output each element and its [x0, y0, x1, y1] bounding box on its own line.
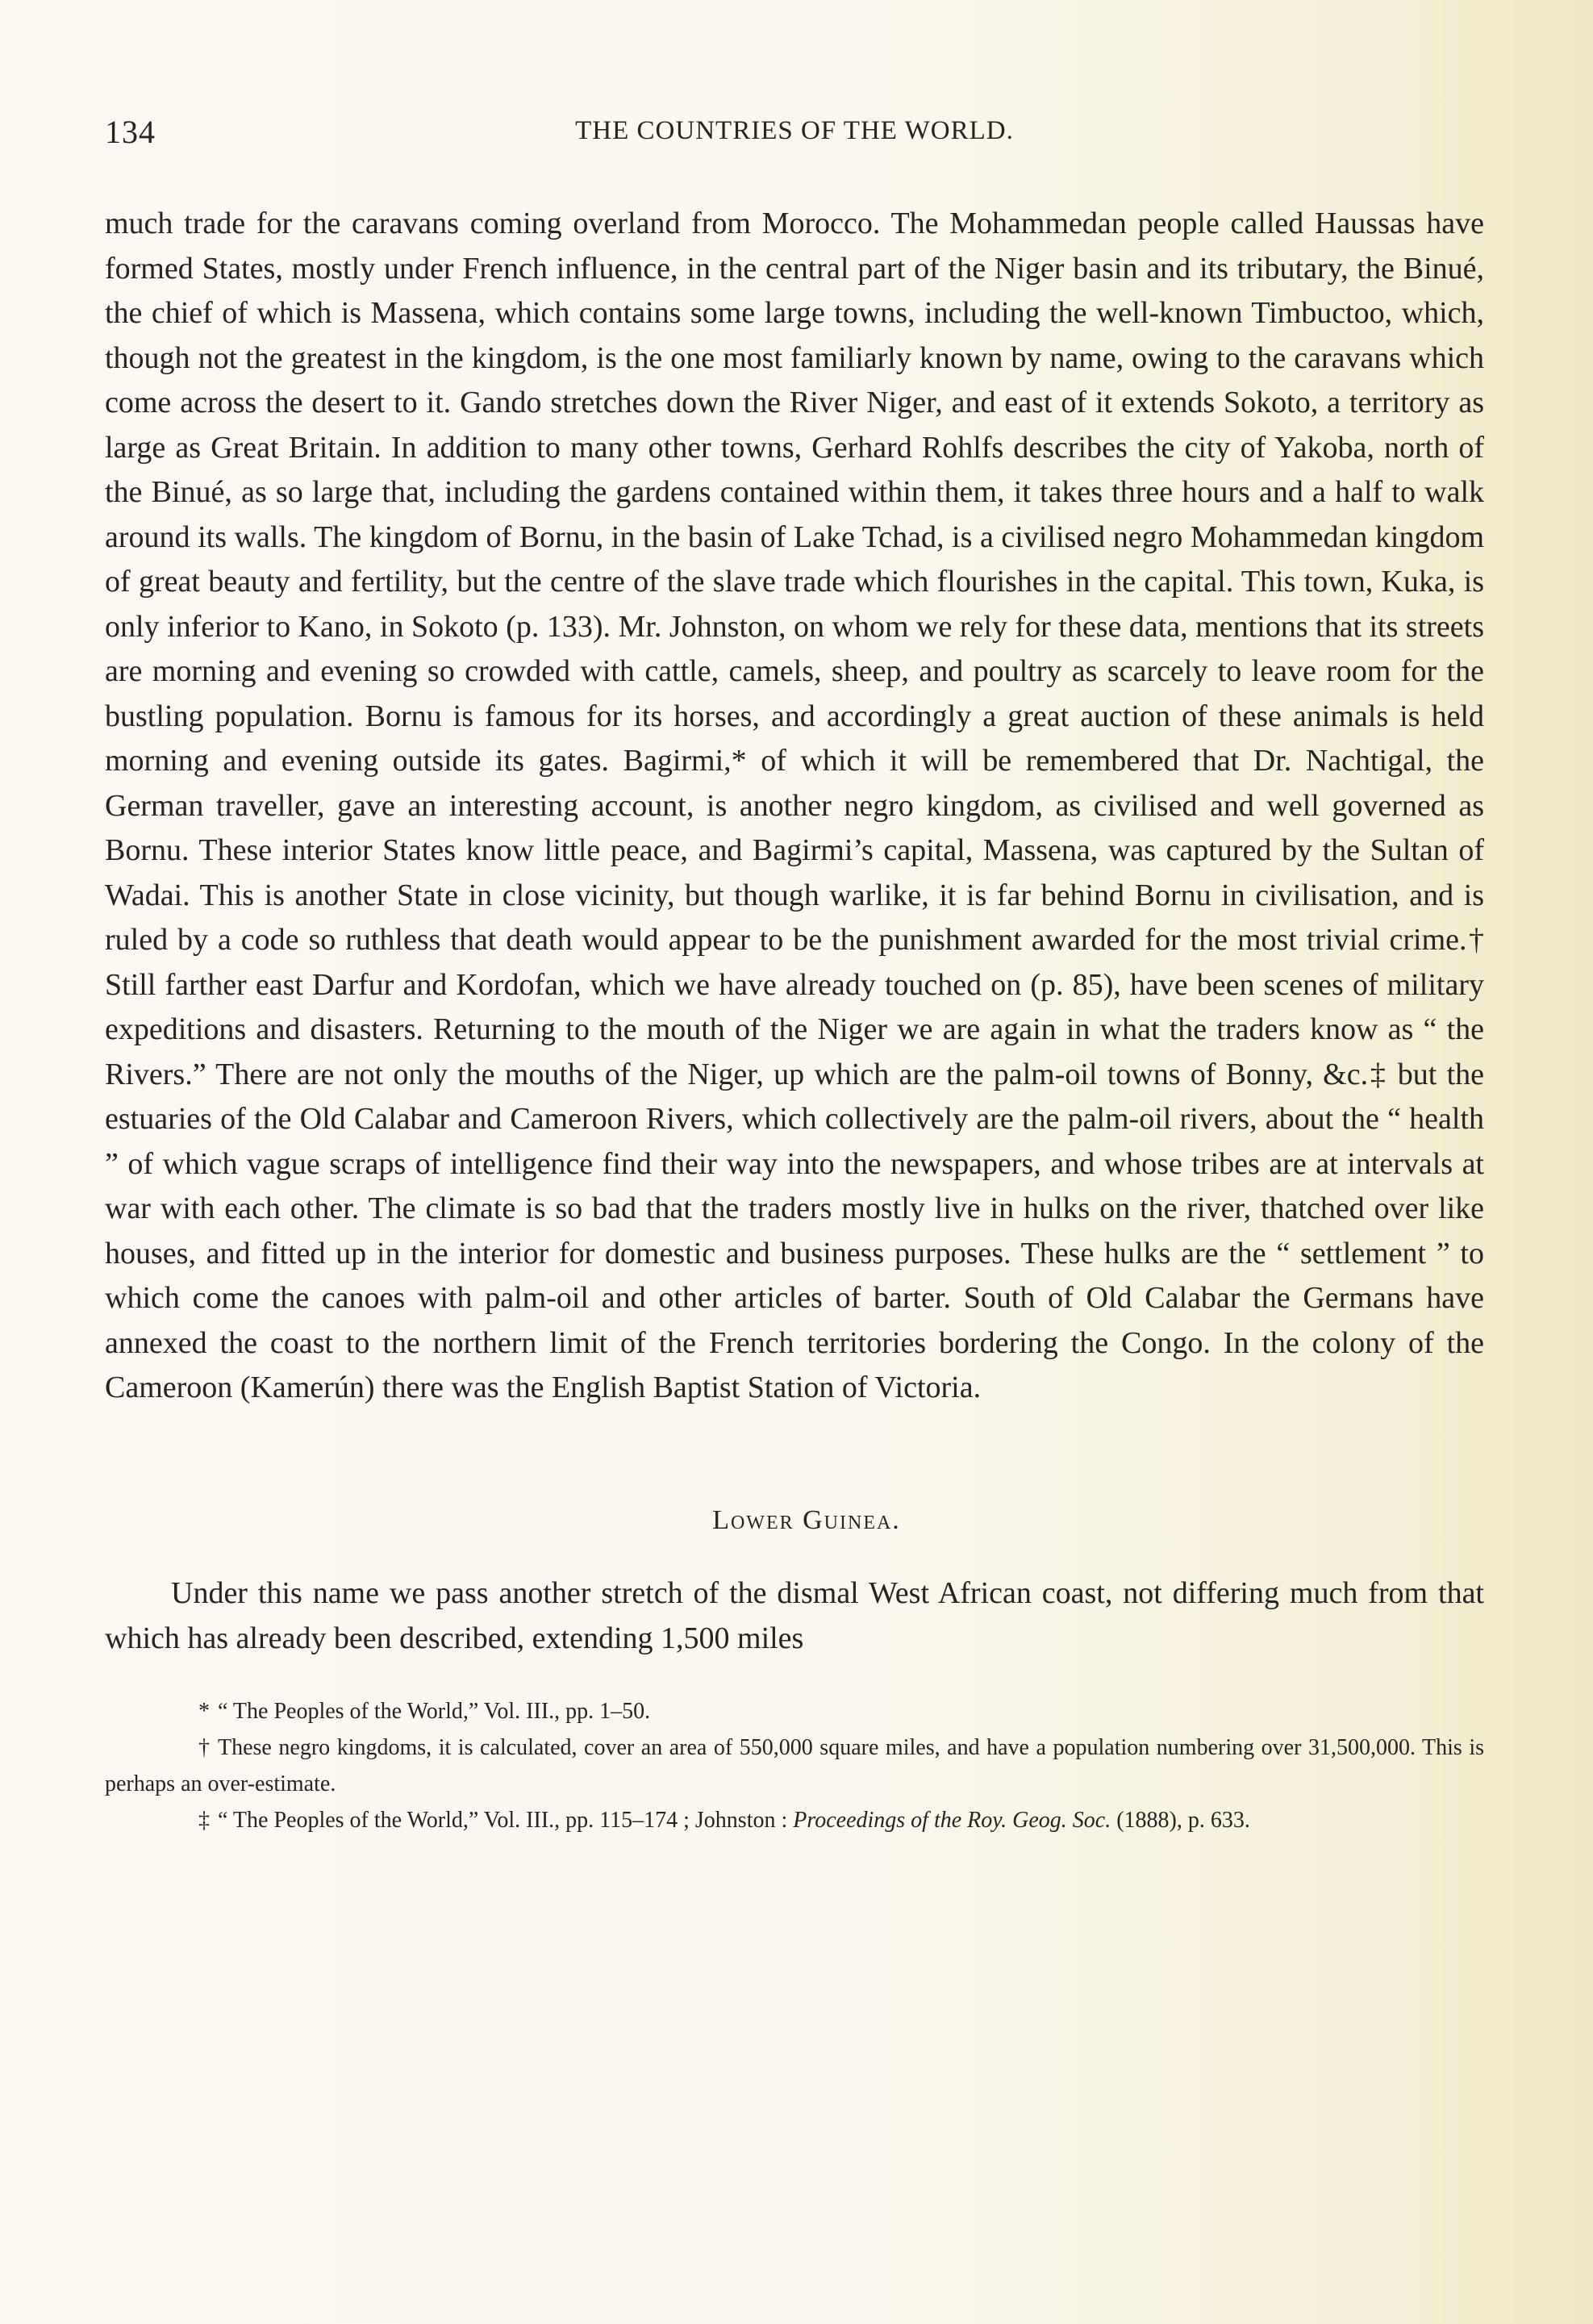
page-number: 134 [105, 114, 156, 150]
running-head [105, 113, 1484, 161]
footnote-3-text-after: (1888), p. 633. [1111, 1808, 1250, 1833]
footnote-2-text: These negro kingdoms, it is calculated, cover an area of 550,000 square miles, and have a population numbering over 31,500,000. This is perhaps an over-estimate. [105, 1735, 1484, 1796]
footnote-1-text: “ The Peoples of the World,” Vol. III., pp. 1–50. [218, 1699, 651, 1724]
footnote-3-mark: ‡ [198, 1808, 210, 1833]
footnote-1 [105, 1693, 1484, 1729]
footnote-3-text-before: “ The Peoples of the World,” Vol. III., pp. 115–174 ; Johnston : [218, 1808, 794, 1833]
footnote-3 [105, 1802, 1484, 1838]
footnote-1-mark: * [198, 1699, 210, 1724]
paragraph-lower-guinea: Under this name we pass another stretch of the dismal West African coast, not differing much from that which has already been described, extending 1,500 miles [105, 1576, 1484, 1655]
footnotes [105, 1693, 1484, 1838]
body-text [105, 202, 1484, 1661]
footnote-2-mark: † [198, 1735, 210, 1760]
footnote-3-journal: Proceedings of the Roy. Geog. Soc. [793, 1808, 1111, 1833]
paragraph-continuation: much trade for the caravans coming overland from Morocco. The Mohammedan people called Haussas have formed States, mostly under French influence, in the central part of the Niger basin and its tributary, the Binué, the chief of which is Massena, which contains some large towns, including the well-known Timbuctoo, which, though not the greatest in the kingdom, is the one most familiarly known by name, owing to the caravans which come across the desert to it. Gando stretches down the River Niger, and east of it extends Sokoto, a territory as large as Great Britain. In addition to many other towns, Gerhard Rohlfs describes the city of Yakoba, north of the Binué, as so large that, including the gardens contained within them, it takes three hours and a half to walk around its walls. The kingdom of Bornu, in the basin of Lake Tchad, is a civilised negro Mohammedan kingdom of great beauty and fertility, but the centre of the slave trade which flourishes in the capital. This town, Kuka, is only inferior to Kano, in Sokoto (p. 133). Mr. Johnston, on whom we rely for these data, mentions that its streets are morning and evening so crowded with cattle, camels, sheep, and poultry as scarcely to leave room for the bustling population. Bornu is famous for its horses, and accordingly a great auction of these animals is held morning and evening outside its gates. Bagirmi,* of which it will be remembered that Dr. Nachtigal, the German traveller, gave an interesting account, is another negro kingdom, as civilised and well governed as Bornu. These interior States know little peace, and Bagirmi’s capital, Massena, was captured by the Sultan of Wadai. This is another State in close vicinity, but though warlike, it is far behind Bornu in civilisation, and is ruled by a code so ruthless that death would appear to be the punishment awarded for the most trivial crime.† Still farther east Darfur and Kordofan, which we have already touched on (p. 85), have been scenes of military expeditions and disasters. Returning to the mouth of the Niger we are again in what the traders know as “ the Rivers.” There are not only the mouths of the Niger, up which are the palm-oil towns of Bonny, &c.‡ but the estuaries of the Old Calabar and Cameroon Rivers, which collectively are the palm-oil rivers, about the “ health ” of which vague scraps of intelligence find their way into the newspapers, and whose tribes are at intervals at war with each other. The climate is so bad that the traders mostly live in hulks on the river, thatched over like houses, and fitted up in the interior for domestic and business purposes. These hulks are the “ settlement ” to which come the canoes with palm-oil and other articles of barter. South of Old Calabar the Germans have annexed the coast to the northern limit of the French territories bordering the Congo. In the colony of the Cameroon (Kamerún) there was the English Baptist Station of Victoria. [105, 207, 1484, 1404]
running-title: THE COUNTRIES OF THE WORLD. [575, 116, 1014, 145]
book-page [105, 113, 1484, 1838]
footnote-2 [105, 1729, 1484, 1802]
section-heading: Lower Guinea. [712, 1504, 901, 1535]
